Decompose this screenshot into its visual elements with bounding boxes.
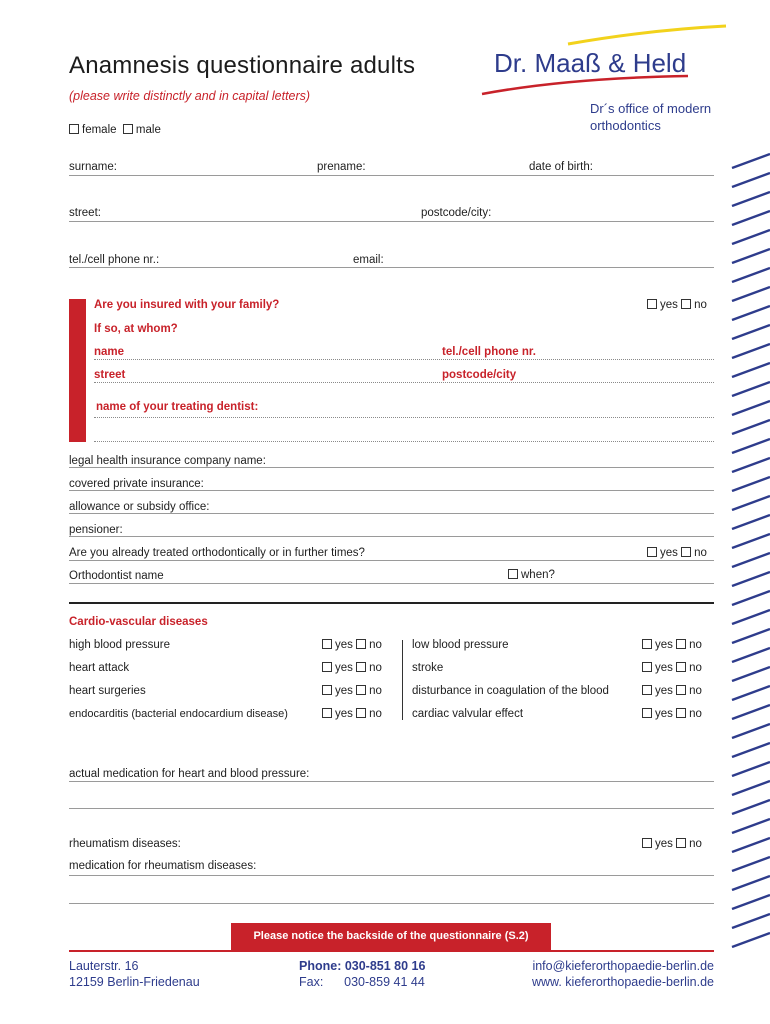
rheumatism-yes-no: yes no xyxy=(642,838,702,850)
footer-web-link[interactable]: www. kieferorthopaedie-berlin.de xyxy=(531,975,714,989)
orthodontist-label: Orthodontist name xyxy=(69,570,164,582)
cardio-right-item: cardiac valvular effect xyxy=(412,708,524,720)
no-checkbox[interactable] xyxy=(676,662,686,672)
cardio-right-yes-no: yes no xyxy=(642,708,702,720)
logo-name: Dr. Maaß & Held xyxy=(494,48,687,78)
yes-checkbox[interactable] xyxy=(642,685,652,695)
yes-checkbox[interactable] xyxy=(322,639,332,649)
cardio-right-item: stroke xyxy=(412,662,444,674)
when-checkbox[interactable] xyxy=(508,569,518,579)
yes-checkbox[interactable] xyxy=(642,838,652,848)
prename-label: prename: xyxy=(317,161,366,173)
insured-family-question: Are you insured with your family? xyxy=(94,299,280,311)
cardio-heading: Cardio-vascular diseases xyxy=(69,616,208,628)
yes-checkbox[interactable] xyxy=(642,662,652,672)
cardio-left-item: heart surgeries xyxy=(69,685,146,697)
cardio-right-yes-no: yes no xyxy=(642,662,702,674)
tel-field[interactable] xyxy=(69,267,714,268)
no-checkbox[interactable] xyxy=(676,639,686,649)
cardio-left-item: heart attack xyxy=(69,662,130,674)
cardio-left-yes-no: yes no xyxy=(322,639,382,651)
insured-tel-label: tel./cell phone nr. xyxy=(442,346,536,358)
pensioner-label: pensioner: xyxy=(69,524,123,536)
surname-field[interactable] xyxy=(69,175,714,176)
orthodontist-field[interactable] xyxy=(69,583,714,584)
insured-yes-no: yes no xyxy=(647,299,707,311)
legal-insurance-label: legal health insurance company name: xyxy=(69,455,266,467)
when-option: when? xyxy=(508,569,555,581)
cardio-left-item: high blood pressure xyxy=(69,639,171,651)
logo-tagline: Dr´s office of modern orthodontics xyxy=(590,101,712,133)
legal-insurance-field[interactable] xyxy=(69,467,714,468)
yes-checkbox[interactable] xyxy=(647,547,657,557)
email-label: email: xyxy=(353,254,384,266)
private-insurance-field[interactable] xyxy=(69,490,714,491)
dob-label: date of birth: xyxy=(529,161,593,173)
private-insurance-label: covered private insurance: xyxy=(69,478,204,490)
red-side-bar xyxy=(69,299,86,442)
yes-checkbox[interactable] xyxy=(322,708,332,718)
no-checkbox[interactable] xyxy=(681,299,691,309)
insured-whom-label: If so, at whom? xyxy=(94,323,178,335)
dentist-field[interactable] xyxy=(94,417,714,418)
insured-name-field[interactable] xyxy=(94,359,714,360)
treated-yes-no: yes no xyxy=(647,547,707,559)
rheumatism-medication-field-2[interactable] xyxy=(69,903,714,904)
footer-rule xyxy=(69,950,714,952)
decorative-stripes xyxy=(730,150,770,950)
pensioner-field[interactable] xyxy=(69,536,714,537)
postcode-label: postcode/city: xyxy=(421,207,492,219)
surname-label: surname: xyxy=(69,161,117,173)
street-field[interactable] xyxy=(69,221,714,222)
insured-postcode-label: postcode/city xyxy=(442,369,517,381)
heart-medication-field[interactable] xyxy=(69,781,714,782)
treated-field[interactable] xyxy=(69,560,714,561)
insured-street-field[interactable] xyxy=(94,382,714,383)
yes-checkbox[interactable] xyxy=(322,662,332,672)
no-checkbox[interactable] xyxy=(681,547,691,557)
cardio-right-yes-no: yes no xyxy=(642,685,702,697)
cardio-right-item: disturbance in coagulation of the blood xyxy=(412,685,609,697)
treated-question: Are you already treated orthodontically or in further times? xyxy=(69,547,365,559)
page-title: Anamnesis questionnaire adults xyxy=(69,52,416,79)
yes-checkbox[interactable] xyxy=(642,639,652,649)
yes-checkbox[interactable] xyxy=(642,708,652,718)
rheumatism-label: rheumatism diseases: xyxy=(69,838,181,850)
female-checkbox[interactable] xyxy=(69,124,79,134)
cardio-left-item: endocarditis (bacterial endocardium disease) xyxy=(69,708,288,720)
rheumatism-medication-label: medication for rheumatism diseases: xyxy=(69,860,257,872)
backside-notice: Please notice the backside of the questionnaire (S.2) xyxy=(231,923,551,950)
no-checkbox[interactable] xyxy=(676,708,686,718)
allowance-field[interactable] xyxy=(69,513,714,514)
heart-medication-field-2[interactable] xyxy=(69,808,714,809)
dentist-field-2[interactable] xyxy=(94,441,714,442)
heart-medication-label: actual medication for heart and blood pressure: xyxy=(69,768,310,780)
no-checkbox[interactable] xyxy=(676,685,686,695)
section-divider xyxy=(69,602,714,604)
insured-name-label: name xyxy=(94,346,125,358)
street-label: street: xyxy=(69,207,101,219)
column-separator xyxy=(402,640,403,720)
footer-email-link[interactable]: info@kieferorthopaedie-berlin.de xyxy=(532,959,714,973)
cardio-left-yes-no: yes no xyxy=(322,662,382,674)
page-subtitle: (please write distinctly and in capital letters) xyxy=(69,89,311,103)
cardio-left-yes-no: yes no xyxy=(322,708,382,720)
allowance-label: allowance or subsidy office: xyxy=(69,501,210,513)
insured-street-label: street xyxy=(94,369,126,381)
footer-phone: Phone: 030-851 80 16 Fax: 030-859 41 44 xyxy=(299,959,426,989)
no-checkbox[interactable] xyxy=(356,662,366,672)
yes-checkbox[interactable] xyxy=(647,299,657,309)
cardio-right-yes-no: yes no xyxy=(642,639,702,651)
footer-address: Lauterstr. 16 12159 Berlin-Friedenau xyxy=(69,959,200,989)
yes-checkbox[interactable] xyxy=(322,685,332,695)
no-checkbox[interactable] xyxy=(356,708,366,718)
dentist-label: name of your treating dentist: xyxy=(96,401,259,413)
no-checkbox[interactable] xyxy=(356,685,366,695)
footer-contact xyxy=(532,958,714,990)
tel-label: tel./cell phone nr.: xyxy=(69,254,160,266)
rheumatism-medication-field[interactable] xyxy=(69,875,714,876)
no-checkbox[interactable] xyxy=(676,838,686,848)
male-checkbox[interactable] xyxy=(123,124,133,134)
gender-options: female male xyxy=(69,124,161,136)
no-checkbox[interactable] xyxy=(356,639,366,649)
cardio-left-yes-no: yes no xyxy=(322,685,382,697)
cardio-right-item: low blood pressure xyxy=(412,639,509,651)
